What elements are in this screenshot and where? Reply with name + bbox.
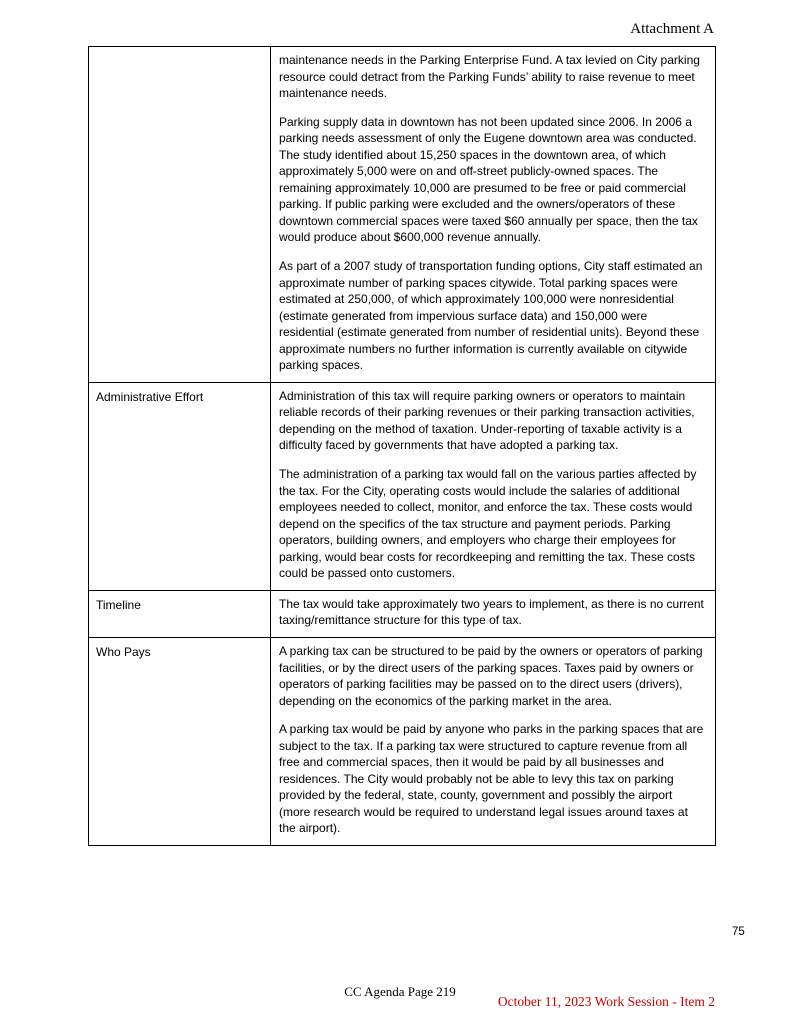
table-row <box>89 590 716 637</box>
parking-tax-table <box>88 46 716 846</box>
attachment-label: Attachment A <box>630 21 714 37</box>
row-content <box>271 382 716 590</box>
row-content <box>271 637 716 845</box>
row-label-continued <box>89 47 271 383</box>
paragraph: A parking tax would be paid by anyone who parks in the parking spaces that are subject to the tax. If a parking tax were structured to capture revenue from all free and commercial spaces, then it would be paid by all businesses and residences. The City would probably not be able to levy this tax on parking provided by the federal, state, county, government and possibly the airport (more research would be required to understand legal issues around taxes at the airport). <box>279 722 704 836</box>
paragraph: As part of a 2007 study of transportation funding options, City staff estimated an approximate number of parking spaces citywide. Total parking spaces were estimated at 250,000, of which approximately 100,000 were nonresidential (estimate generated from impervious surface data) and 150,000 were residential (estimate generated from number of residential units). Beyond these approximate numbers no further information is currently available on citywide parking spaces. <box>279 259 703 373</box>
paragraph: The tax would take approximately two years to implement, as there is no current taxing/remittance structure for this type of tax. <box>279 596 704 628</box>
paragraph: Parking supply data in downtown has not been updated since 2006. In 2006 a parking needs assessment of only the Eugene downtown area was conducted. The study identified about 15,250 spaces in the downtown area, of which approximately 5,000 were on and off-street publicly-owned spaces. The remaining approximately 10,000 are presumed to be free or paid commercial parking. If public parking were excluded and the owners/operators of these downtown commercial spaces were taxed $60 annually per space, then the tax would produce about $600,000 revenue annually. <box>279 114 698 245</box>
row-content <box>271 590 716 637</box>
paragraph: maintenance needs in the Parking Enterprise Fund. A tax levied on City parking resource could detract from the Parking Funds’ ability to raise revenue to meet maintenance needs. <box>279 53 700 101</box>
table-row <box>89 382 716 590</box>
session-note: October 11, 2023 Work Session - Item 2 <box>497 994 715 1009</box>
table-row <box>89 47 716 383</box>
paragraph: A parking tax can be structured to be paid by the owners or operators of parking facilities, or by the direct users of the parking spaces. Taxes paid by owners or operators of parking facilities may be passed on to the direct users (drivers), depending on the economics of the parking market in the area. <box>279 643 703 708</box>
table-row <box>89 637 716 845</box>
paragraph: Administration of this tax will require parking owners or operators to maintain reliable records of their parking revenues or their parking transaction activities, depending on the method of taxation. Under-reporting of taxable activity is a difficulty faced by governments that have adopted a parking tax. <box>279 388 695 453</box>
row-label-who-pays: Who Pays <box>89 637 271 845</box>
row-label-timeline: Timeline <box>89 590 271 637</box>
row-content <box>271 47 716 383</box>
page-number: 75 <box>732 926 745 938</box>
paragraph: The administration of a parking tax would fall on the various parties affected by the tax. For the City, operating costs would include the salaries of additional employees needed to collect, monitor, and enforce the tax. These costs would depend on the specifics of the tax structure and payment periods. Parking operators, building owners, and employers who charge their employees for parking, would bear costs for recordkeeping and remitting the tax. These costs could be passed onto customers. <box>279 467 697 581</box>
row-label-administrative-effort: Administrative Effort <box>89 382 271 590</box>
agenda-page-label: CC Agenda Page 219 <box>344 984 456 999</box>
